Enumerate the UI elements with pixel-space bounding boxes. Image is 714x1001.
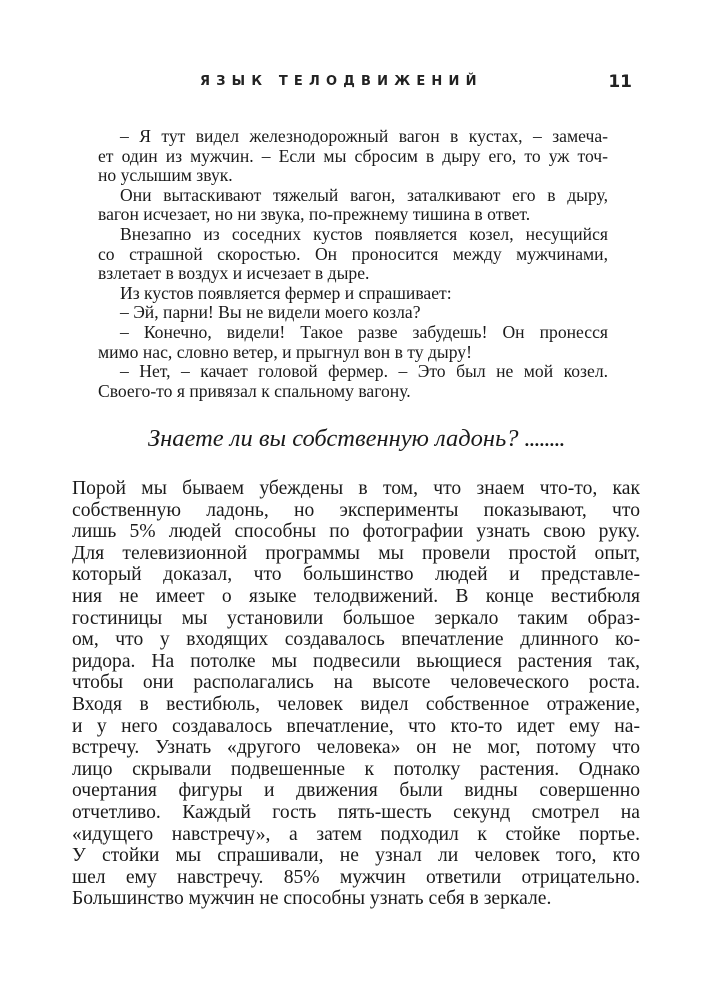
text-line: Большинство мужчин не способны узнать себя в зеркале. (72, 888, 552, 910)
body-text (72, 478, 640, 910)
text-line: встречу. Узнать «другого человека» он не мог, потому что (72, 737, 640, 759)
text-line: ния не имеет о языке телодвижений. В конце вестибюля (72, 585, 640, 607)
text-line: Для телевизионной программы мы провели простой опыт, (72, 542, 640, 564)
text-line: – Нет, – качает головой фермер. – Это был не мой козел. (120, 362, 608, 382)
page-number: 11 (608, 72, 632, 92)
text-line: мимо нас, словно ветер, и прыгнул вон в ту дыру! (98, 342, 472, 362)
text-line: шел ему навстречу. 85% мужчин ответили отрицательно. (72, 866, 640, 888)
text-line: отчетливо. Каждый гость пять-шесть секунд смотрел на (72, 801, 640, 823)
text-line: Из кустов появляется фермер и спрашивает: (120, 283, 452, 303)
text-line: – Конечно, видели! Такое разве забудешь! Он пронесся (120, 322, 608, 342)
text-line: лишь 5% людей способны по фотографии узнать свою руку. (72, 521, 640, 543)
text-line: «идущего навстречу», а затем подходил к стойке портье. (72, 823, 640, 845)
text-line: У стойки мы спрашивали, не узнал ли человек того, кто (72, 845, 640, 867)
running-header (0, 74, 714, 98)
section-leader-dots: ........ (524, 430, 565, 450)
text-line: вагон исчезает, но ни звука, по-прежнему тишина в ответ. (98, 205, 531, 225)
text-line: Входя в вестибюль, человек видел собственное отражение, (72, 693, 640, 715)
text-line: взлетает в воздух и исчезает в дыре. (98, 264, 370, 284)
text-line: ом, что у входящих создавалось впечатление длинного ко- (72, 629, 640, 651)
text-line: чтобы они располагались на высоте человеческого роста. (72, 672, 640, 694)
text-line: но услышим звук. (98, 166, 233, 186)
text-line: гостиницы мы установили большое зеркало таким образ- (72, 607, 640, 629)
text-line: очертания фигуры и движения были видны совершенно (72, 780, 640, 802)
text-line: собственную ладонь, но эксперименты показывают, что (72, 499, 640, 521)
text-line: лицо скрывали подвешенные к потолку растения. Однако (72, 758, 640, 780)
text-line: – Эй, парни! Вы не видели моего козла? (120, 303, 421, 323)
text-line: – Я тут видел железнодорожный вагон в кустах, – замеча- (120, 127, 608, 146)
text-line: Они вытаскивают тяжелый вагон, заталкивают его в дыру, (120, 185, 608, 205)
text-line: Внезапно из соседних кустов появляется козел, несущийся (120, 224, 608, 244)
text-line: который доказал, что большинство людей и представле- (72, 564, 640, 586)
text-line: со страшной скоростью. Он проносится между мужчинами, (98, 244, 608, 264)
text-line: ет один из мужчин. – Если мы сбросим в дыру его, то уж точ- (98, 146, 608, 166)
section-heading (148, 424, 618, 455)
text-line: Своего-то я привязал к спальному вагону. (98, 381, 411, 401)
text-line: Порой мы бываем убеждены в том, что знаем что-то, как (72, 478, 640, 499)
anecdote-text (98, 127, 608, 401)
running-title: ЯЗЫК ТЕЛОДВИЖЕНИЙ (200, 74, 483, 89)
text-line: ридора. На потолке мы подвесили вьющиеся растения так, (72, 650, 640, 672)
text-line: и у него создавалось впечатление, что кто-то идет ему на- (72, 715, 640, 737)
section-title: Знаете ли вы собственную ладонь? (148, 425, 519, 452)
